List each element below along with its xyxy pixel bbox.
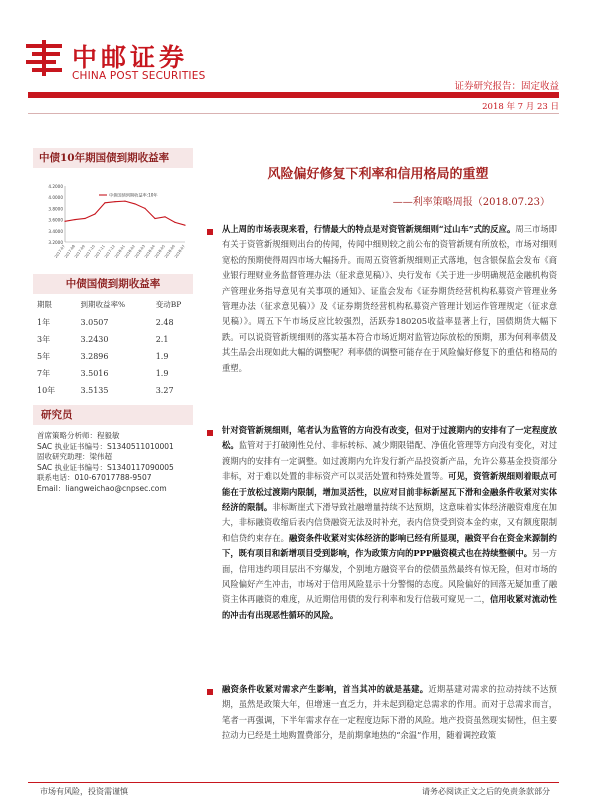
table-cell: 2.48 (155, 318, 174, 327)
data-point (114, 201, 115, 202)
data-point (124, 201, 125, 202)
table-cell: 3.2430 (80, 335, 109, 344)
brand-name-cn: 中邮证券 (72, 43, 189, 72)
data-point (94, 213, 95, 214)
brand-name-en: CHINA POST SECURITIES (72, 70, 206, 82)
paragraph-lead: 信用收紧对流动性的冲击有出现恶性循环的风险。 (222, 594, 557, 620)
table-cell: 3.27 (155, 386, 174, 395)
data-point (64, 221, 65, 222)
table-row (33, 382, 193, 399)
x-tick-label: 2018-04 (143, 244, 156, 259)
analyst-section-title: 研究员 (33, 405, 193, 425)
data-point (144, 208, 145, 209)
y-tick-label: 3.8000 (48, 206, 63, 212)
table-cell: 3.5135 (80, 386, 109, 395)
x-tick-label: 2018-02 (123, 244, 136, 259)
paragraph-lead: 融资条件收紧对实体经济的影响已经有所显现，融资平台在资金来源制约下，既有项目和新增项目受到影响，作为政策方向的PPP融资模式也在持续整顿中。 (222, 532, 557, 559)
x-tick-label: 2018-03 (133, 244, 146, 259)
paragraph-body: 监管对于打破刚性兑付、非标转标、减少期限错配、净值化管理等方向没有变化，对过渡期内的安排有一定调整。如过渡期内允许发行新产品投资新产品，允许公募基金投资部分非标，对于难以处置的非标资产可以灵活处置和特殊处置等。 (222, 440, 557, 482)
analyst-email[interactable]: Email：liangweichao@cnpsec.com (37, 483, 167, 493)
x-tick-label: 2017-11 (93, 244, 106, 259)
y-tick-label: 4.2000 (48, 184, 63, 189)
data-point (164, 216, 165, 217)
legend-label: 中债国债到期收益率:10年 (109, 192, 158, 198)
table-cell: 7年 (37, 369, 51, 378)
x-tick-label: 2017-08 (63, 244, 76, 259)
paragraph-3 (222, 682, 557, 744)
x-tick-label: 2017-07 (53, 244, 66, 259)
paragraph-body: 周三市场即有关于资管新规细则出台的传闻，传闻中细则较之前公布的资管新规有所放松，市场对细则宽松的预期使得周四市场大幅扬升。而周五资管新规细则正式落地，包含银保监会发布《商业银行理财业务监督管理办法（征求意见稿）》、央行发布《关于进一步明确规范金融机构资产管理业务指导意见有关事项的通知》、证监会发布《证券期货经营机构私募资产管理业务管理办法（征求意见稿）》及《证券期货经营机构私募资产管理计划运作管理规定（征求意见稿）》。周五下午市场反应比较强烈，活跃券180205收益率显著上行，国债期货大幅下跌。可以说资管新规细则的落实基本符合市场近期对监管边际放松的预期，那为何利率债及其生品会出现如此大幅的调整呢？利率债的调整可能存在于风险偏好修复下的重估和格局的重塑。 (222, 224, 557, 373)
analyst-info (33, 425, 193, 494)
y-tick-label: 4.0000 (48, 195, 63, 201)
bullet-icon (207, 689, 213, 695)
paragraph-body: 非标断崖式下滑导致社融增量持续不达预期，这意味着实体经济融资难度在加大，非标融资收缩后表内信贷融资无法及时补充，表内信贷受到资本金约束，又有额度限制和信贷约束存在。 (222, 502, 557, 543)
report-title: 风险偏好修复下利率和信用格局的重塑 (267, 167, 489, 182)
table-title: 中债国债到期收益率 (33, 274, 193, 294)
paragraph-lead: 融资条件收紧对需求产生影响，首当其冲的就是基建。 (222, 684, 429, 694)
table-row (33, 365, 193, 382)
table-header-row (33, 294, 193, 314)
paragraph-body: 另一方面，信用违约项目层出不穷爆发，个别地方融资平台的偿债虽然最终有惊无险，但对市场的风险偏好产生冲击，市场对于信用风险显示十分警惕的态度。风险偏好的回落无疑加重了融资主体再融资的难度，从近期信用债的发行利率和发行信载可窥见一二， (222, 548, 557, 605)
x-tick-label: 2018-05 (153, 244, 166, 259)
x-tick-label: 2018-01 (113, 244, 126, 259)
series-line (65, 201, 185, 225)
data-point (154, 218, 155, 219)
x-tick-label: 2018-07 (173, 244, 186, 259)
table-row (33, 348, 193, 365)
paragraph-1 (222, 222, 557, 376)
table-cell: 3.5016 (80, 369, 109, 378)
footer-disclaimer: 市场有风险，投资需谨慎 (40, 787, 128, 796)
footer-divider (28, 782, 559, 783)
paragraph-2 (222, 423, 557, 623)
table-header-cell: 期限 (37, 300, 52, 309)
table-cell: 1年 (37, 318, 51, 327)
table-header-cell: 到期收益率% (80, 300, 126, 309)
analyst-line: 首席策略分析师：程毅敏 (37, 431, 120, 440)
table-cell: 1.9 (155, 369, 169, 378)
data-point (74, 219, 75, 220)
report-type: 证券研究报告：固定收益 (454, 81, 559, 92)
x-tick-label: 2017-10 (83, 244, 96, 259)
yield-table (33, 294, 193, 399)
paragraph-body: 近期基建对需求的拉动持续不达预期，虽然是政策大年，但增速一直乏力，并未起到稳定总需求的作用。而对于总需求而言，笔者一再强调，下半年需求存在一定程度边际下滑的风险。地产投资虽然现实韧性，但主要拉动力已经是土地购置费部分，是前期拿地热的“余温”作用，随着调控政策 (222, 684, 557, 741)
sidebar (33, 148, 193, 494)
analyst-line: SAC 执业证书编号：S1340511010001 (37, 441, 174, 451)
yield-chart (33, 168, 193, 268)
data-point (174, 222, 175, 223)
analyst-line: 固收研究助理：梁伟超 (37, 452, 112, 461)
header-divider (28, 92, 559, 98)
table-cell: 2.1 (155, 335, 169, 344)
y-tick-label: 3.4000 (48, 228, 63, 234)
report-subtitle: ——利率策略周报（2018.07.23） (392, 197, 550, 208)
bullet-icon (207, 229, 213, 235)
china-post-logo-icon (22, 38, 66, 78)
data-point (134, 203, 135, 204)
table-header-cell: 变动BP (155, 300, 182, 309)
x-tick-label: 2018-06 (163, 244, 176, 259)
table-row (33, 314, 193, 331)
table-cell: 10年 (37, 386, 56, 395)
y-tick-label: 3.6000 (48, 217, 63, 223)
analyst-line: 联系电话：010-67017788-9507 (37, 473, 152, 482)
header-thin-divider (28, 113, 559, 114)
analyst-line: SAC 执业证书编号：S1340117090005 (37, 462, 174, 472)
paragraph-lead: 可见，资管新规细则着眼点可能在于放松过渡期内限制，增加灵活性，以应对目前非标新屋瓦下滑和金融条件收紧对实体经济的限制。 (222, 471, 557, 513)
bullet-icon (207, 430, 213, 436)
y-tick-label: 3.2000 (48, 240, 63, 245)
paragraph-lead: 针对资管新规细则，笔者认为监管的方向没有改变，但对于过渡期内的安排有了一定程度放松。 (222, 425, 557, 451)
data-point (84, 218, 85, 219)
data-point (104, 202, 105, 203)
footer-notice: 请务必阅读正文之后的免责条款部分 (422, 787, 550, 796)
x-tick-label: 2017-09 (73, 244, 86, 259)
table-row (33, 331, 193, 348)
table-cell: 3.0507 (80, 318, 109, 327)
yield-chart-svg (33, 168, 193, 268)
chart-title: 中债10年期国债到期收益率 (33, 148, 193, 168)
paragraph-lead: 从上周的市场表现来看，行情最大的特点是对资管新规细则“过山车”式的反应。 (222, 224, 516, 234)
report-date: 2018 年 7 月 23 日 (482, 102, 559, 112)
x-tick-label: 2017-12 (103, 244, 116, 259)
data-point (184, 225, 185, 226)
table-cell: 1.9 (155, 352, 169, 361)
table-cell: 5年 (37, 352, 51, 361)
table-cell: 3年 (37, 335, 51, 344)
table-cell: 3.2896 (80, 352, 109, 361)
